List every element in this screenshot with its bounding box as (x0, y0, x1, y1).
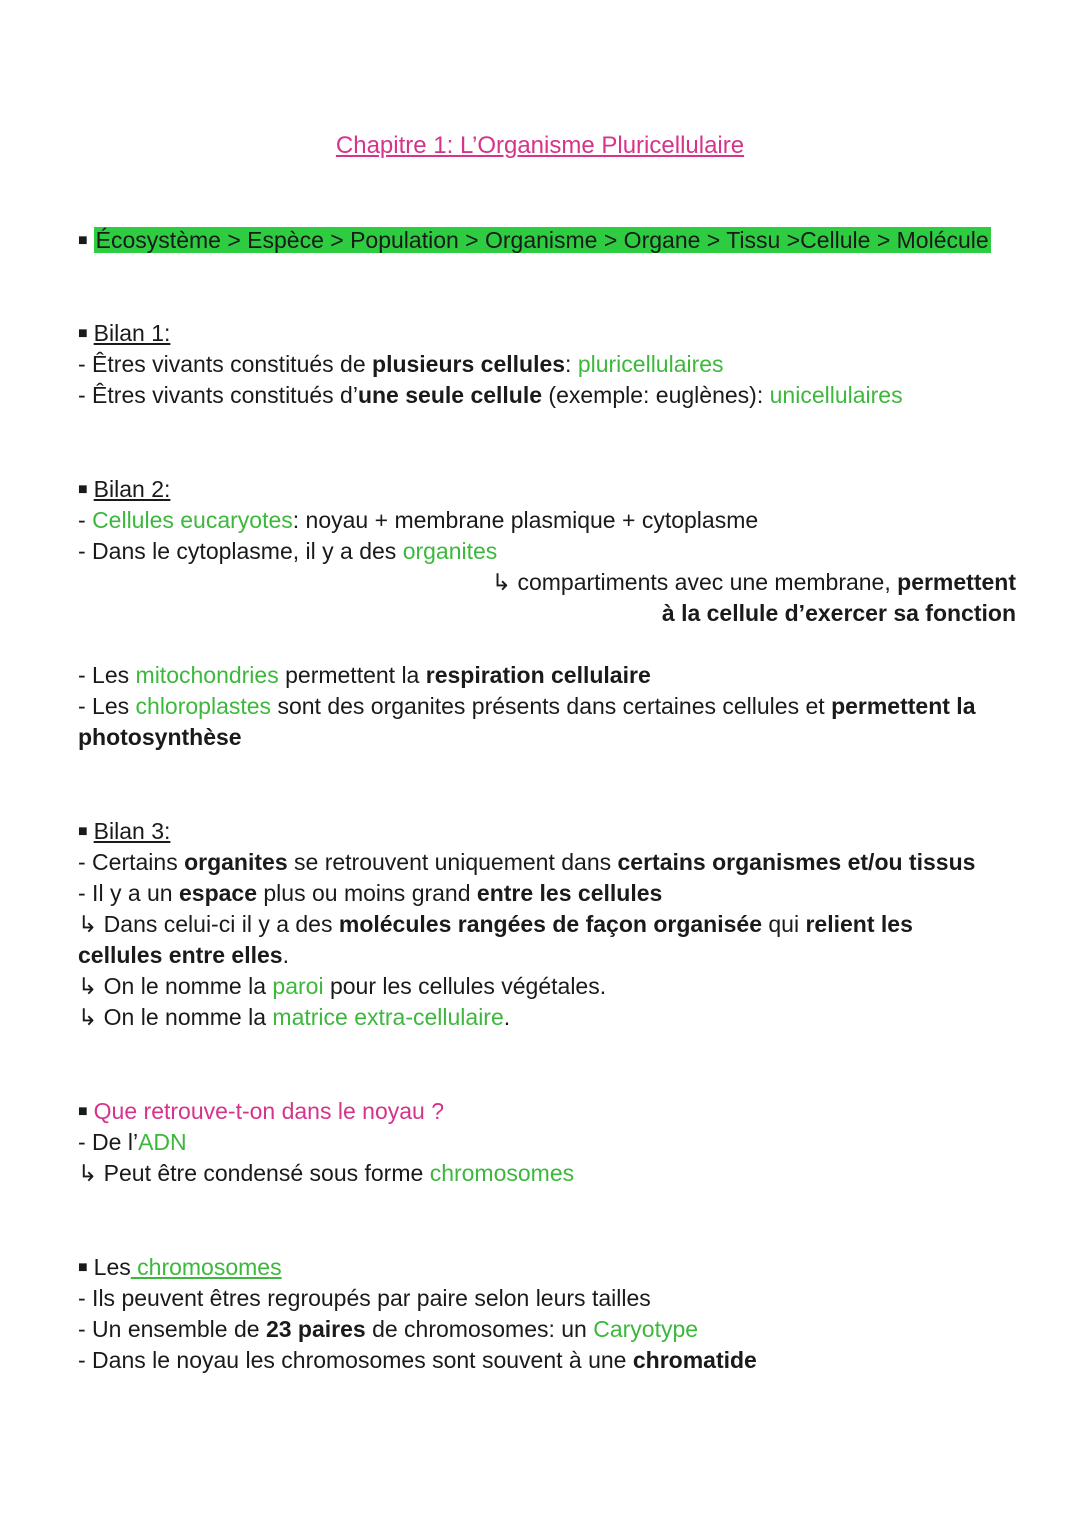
bilan3-line: ↳ Dans celui-ci il y a des molécules rangées de façon organisée qui relient les (78, 911, 913, 937)
bilan2-line: - Les mitochondries permettent la respiration cellulaire (78, 662, 651, 688)
bilan3-heading: ■ Bilan 3: (78, 818, 171, 844)
bilan2-line: - Les chloroplastes sont des organites présents dans certaines cellules et permettent la (78, 693, 976, 719)
bullet-icon: ■ (78, 1103, 88, 1120)
bilan2-line: - Cellules eucaryotes: noyau + membrane plasmique + cytoplasme (78, 507, 759, 533)
chromosomes-line: - Ils peuvent êtres regroupés par paire selon leurs tailles (78, 1285, 651, 1311)
chromosomes-line: - Dans le noyau les chromosomes sont souvent à une chromatide (78, 1347, 757, 1373)
hierarchy-line (78, 225, 991, 259)
noyau-question: ■ Que retrouve-t-on dans le noyau ? (78, 1098, 444, 1124)
chromosomes-line: - Un ensemble de 23 paires de chromosomes: un Caryotype (78, 1316, 699, 1342)
bilan2-line: - Dans le cytoplasme, il y a des organites (78, 538, 498, 564)
bilan2-line: photosynthèse (78, 724, 242, 750)
bullet-icon: ■ (78, 481, 88, 498)
bullet-icon: ■ (78, 325, 88, 342)
bilan3-line: - Certains organites se retrouvent uniquement dans certains organismes et/ou tissus (78, 849, 976, 875)
bilan1-line: - Êtres vivants constitués de plusieurs cellules: pluricellulaires (78, 351, 724, 377)
bilan1-line: - Êtres vivants constitués d’une seule cellule (exemple: euglènes): unicellulaires (78, 382, 903, 408)
chromosomes-heading: ■ Les chromosomes (78, 1254, 282, 1280)
bilan3-line: - Il y a un espace plus ou moins grand entre les cellules (78, 880, 663, 906)
page-title: Chapitre 1: L’Organisme Pluricellulaire (335, 132, 745, 159)
bullet-icon: ■ (78, 1259, 88, 1276)
bilan3-line: ↳ On le nomme la paroi pour les cellules végétales. (78, 973, 607, 999)
bilan3-line: cellules entre elles. (78, 942, 289, 968)
bilan2-line: ↳ compartiments avec une membrane, permettent (491, 569, 1016, 595)
noyau-line: - De l’ADN (78, 1129, 187, 1155)
bilan2-heading: ■ Bilan 2: (78, 476, 171, 502)
hierarchy-highlight: Écosystème > Espèce > Population > Organisme > Organe > Tissu >Cellule > Molécule (95, 227, 989, 253)
bullet-icon: ■ (78, 232, 88, 249)
bilan2-line: à la cellule d’exercer sa fonction (661, 600, 1016, 626)
bullet-icon: ■ (78, 823, 88, 840)
bilan3-line: ↳ On le nomme la matrice extra-cellulaire. (78, 1004, 511, 1030)
noyau-line: ↳ Peut être condensé sous forme chromosomes (78, 1160, 575, 1186)
bilan1-heading: ■ Bilan 1: (78, 320, 171, 346)
